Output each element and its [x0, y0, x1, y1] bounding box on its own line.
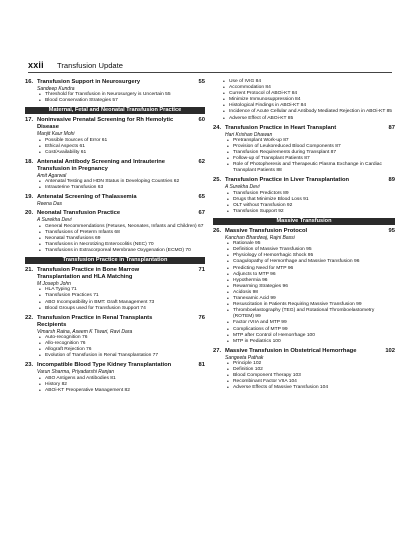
toc-subitem: • Tranexamic Acid 99	[227, 296, 395, 302]
toc-subitem: • Transfusions in Necrotizing Enterocolitis (NEC) 70	[39, 242, 205, 248]
chapter-author: Varun Sharma, Priyadarshi Ranjan	[37, 369, 115, 376]
toc-entry	[25, 117, 205, 155]
chapter-page: 62	[198, 158, 205, 165]
toc-subitem: • Neonatal Transfusions 69	[39, 236, 205, 242]
chapter-page: 60	[198, 117, 205, 124]
toc-subitem: • Acidosis 98	[227, 290, 395, 296]
chapter-page: 71	[198, 267, 205, 274]
toc-subitem: • Allograft Rejection 76	[39, 347, 205, 353]
chapter-number: 23.	[25, 362, 34, 369]
subitem-list	[39, 179, 205, 191]
toc-subitem: • Blood Groups used for Transfusion Support 74	[39, 306, 205, 312]
toc-subitem: • Current Protocol of ABOi-KT 84	[223, 91, 395, 97]
toc-subitem: • Predicting Need for MTP 96	[227, 266, 395, 272]
chapter-number: 19.	[25, 194, 34, 201]
chapter-page: 89	[388, 177, 395, 184]
subitem-list	[39, 138, 205, 156]
chapter-title-row	[213, 125, 395, 132]
chapter-title: Antenatal Screening of Thalassemia	[37, 194, 137, 201]
toc-subitem: • Transfusion Practices 71	[39, 293, 205, 299]
chapter-title: Transfusion Practice in Liver Transplantation	[225, 177, 350, 184]
toc-subitem: • Transfusions of Preterm Infants 68	[39, 230, 205, 236]
toc-subitem: • Definition 102	[227, 367, 395, 373]
toc-subitem: • Role of Photopheresis and Therapeutic Plasma Exchange in Cardiac Transplant Patients 88	[227, 162, 395, 174]
toc-subitem: • Transfusion Predictors 89	[227, 191, 395, 197]
toc-subitem: • Provision of Leukoreduced Blood Components 87	[227, 144, 395, 150]
toc-entry	[25, 362, 205, 393]
toc-subitem: • Adverse Effect of ABOi-KT 85	[223, 116, 395, 122]
toc-entry	[213, 125, 395, 175]
chapter-number: 26.	[213, 228, 222, 234]
section-band: Transfusion Practice in Transplantation	[25, 257, 205, 264]
header-rule	[28, 72, 392, 73]
toc-entry	[213, 348, 395, 392]
chapter-author: Sandeep Kundra	[37, 86, 75, 92]
chapter-title: Incompatible Blood Type Kidney Transplantation	[37, 362, 172, 369]
subitem-list	[39, 92, 205, 104]
toc-subitem: • Hypothermia 96	[227, 278, 395, 284]
chapter-number: 27.	[213, 347, 222, 354]
chapter-number: 21.	[25, 267, 34, 274]
toc-entry	[213, 228, 395, 345]
toc-subitem: • ABO Incompatibility in BMT: Graft Management 73	[39, 300, 205, 306]
chapter-title-row	[25, 117, 205, 131]
chapter-title-row	[25, 210, 205, 217]
section-band: Massive Transfusion	[213, 218, 395, 225]
toc-entry	[25, 210, 205, 254]
page-header	[28, 60, 392, 74]
toc-subitem: • Rewarming Strategies 96	[227, 284, 395, 290]
chapter-number: 22.	[25, 314, 34, 321]
toc-subitem: • Definition of Massive Transfusion 95	[227, 247, 395, 253]
toc-subitem: • Adjuncts to MTP 96	[227, 272, 395, 278]
toc-subitem: • Incidence of Acute Cellular and Antibody Mediated Rejection in ABOi-KT 85	[223, 109, 395, 115]
toc-entry	[213, 177, 395, 215]
toc-subitem: • Follow-up of Transplant Patients 87	[227, 156, 395, 162]
chapter-page: 81	[198, 362, 205, 369]
chapter-title: Transfusion Support in Neurosurgery	[37, 79, 141, 85]
toc-subitem: • MTP in Pediatrics 100	[227, 339, 395, 345]
section-band: Maternal, Fetal and Neonatal Transfusion Practice	[25, 107, 205, 114]
chapter-number: 18.	[25, 158, 34, 165]
toc-subitem: • ABO Antigens and Antibodies 81	[39, 376, 205, 382]
chapter-title: Neonatal Transfusion Practice	[37, 210, 121, 217]
toc-subitem: • ABOi-KT Preoperative Management 82	[39, 388, 205, 394]
chapter-title: Massive Transfusion in Obstetrical Hemorrhage	[225, 347, 357, 354]
toc-subitem: • Coagulopathy of Hemorrhage and Massive Transfusion 96	[227, 259, 395, 265]
toc-subitem: • Principle 102	[227, 361, 395, 367]
subitem-list	[39, 335, 205, 359]
chapter-title-row	[25, 362, 205, 369]
chapter-title: Noninvasive Prenatal Screening for Rh Hemolytic Disease	[37, 117, 174, 131]
chapter-title-row	[213, 228, 395, 235]
toc-subitem: • Transfusions in Extracorporeal Membrane Oxygenation (ECMO) 70	[39, 248, 205, 254]
chapter-number: 25.	[213, 177, 222, 184]
subitem-list	[227, 361, 395, 391]
chapter-title: Antenatal Antibody Screening and Intrauterine Transfusion in Pregnancy	[37, 158, 165, 172]
running-title: Transfusion Update	[57, 61, 123, 70]
toc-subitem: • Auto-recognition 76	[39, 335, 205, 341]
chapter-author: Hari Krishan Dhawan	[225, 131, 273, 138]
toc-entry	[25, 194, 205, 207]
toc-subitem: • Use of IVIG 84	[223, 79, 395, 85]
toc-subitem: • Ethical Aspects 61	[39, 144, 205, 150]
toc-subitem: • Blood Conservation Strategies 57	[39, 98, 205, 104]
toc-subitem: • Evolution of Transfusion in Renal Transplantation 77	[39, 353, 205, 359]
toc-subitem: • Factor rVIIA and MTP 99	[227, 320, 395, 326]
toc-subitem: • Accommodation 84	[223, 85, 395, 91]
chapter-author: Kanchan Bhardwaj, Rajni Bassi	[225, 235, 295, 241]
toc-subitem: • Possible Sources of Error 61	[39, 138, 205, 144]
page-number: xxii	[28, 60, 44, 70]
chapter-title-row	[25, 159, 205, 173]
chapter-title: Transfusion Practice in Bone Marrow Transplantation and HLA Matching	[37, 267, 140, 281]
toc-subitem: • Complications of MTP 99	[227, 327, 395, 333]
chapter-author: Reena Das	[37, 201, 63, 208]
subitem-list	[39, 376, 205, 394]
chapter-title: Massive Transfusion Protocol	[225, 228, 308, 234]
chapter-page: 67	[198, 210, 205, 217]
chapter-author: Sangeeta Pathak	[225, 354, 264, 361]
chapter-number: 16.	[25, 79, 34, 85]
toc-subitem: • Antenatal Testing and HDN Status in Developing Countries 62	[39, 179, 205, 185]
subitem-list	[227, 241, 395, 345]
toc-entry	[25, 267, 205, 312]
chapter-title-row	[25, 315, 205, 329]
right-column	[213, 79, 395, 394]
chapter-author: Vimarsh Raina, Aseem K Tiwari, Ravi Dara	[37, 328, 133, 335]
toc-subitem: • Allo-recognition 76	[39, 341, 205, 347]
toc-entry	[25, 315, 205, 360]
subitem-list	[227, 138, 395, 175]
chapter-page: 76	[198, 314, 205, 321]
toc-subitem: • Transfusion Support 92	[227, 209, 395, 215]
toc-subitem: • Adverse Effects of Massive Transfusion 104	[227, 385, 395, 391]
toc-subitem: • History 82	[39, 382, 205, 388]
toc-subitem: • MTP after Control of Hemorrhage 100	[227, 333, 395, 339]
toc-subitem: • General Recommendations (Fetuses, Neonates, Infants and Children) 67	[39, 224, 205, 230]
chapter-author: A Surekha Devi	[225, 184, 260, 191]
toc-entry	[25, 79, 205, 104]
left-column	[25, 79, 205, 397]
chapter-author: Manjit Kaur Mohi	[37, 131, 75, 138]
toc-subitem: • Intrauterine Transfusion 63	[39, 185, 205, 191]
chapter-page: 55	[198, 79, 205, 85]
chapter-title-row	[25, 267, 205, 281]
toc-subitem: • HLA Typing 71	[39, 287, 205, 293]
toc-subitem: • Recombinant Factor VIIA 104	[227, 379, 395, 385]
toc-subitem: • OLT without Transfusion 92	[227, 203, 395, 209]
chapter-page: 87	[388, 124, 395, 131]
subitem-list	[39, 224, 205, 254]
chapter-title-row	[25, 194, 205, 201]
subitem-list	[39, 287, 205, 311]
toc-entry	[25, 159, 205, 191]
chapter-author: Amit Agarwal	[37, 172, 67, 179]
chapter-title: Transfusion Practice in Heart Transplant	[225, 124, 337, 131]
toc-subitem: • Drugs that Minimize Blood Loss 91	[227, 197, 395, 203]
chapter-page: 95	[388, 228, 395, 234]
chapter-title-row	[25, 79, 205, 86]
chapter-title: Transfusion Practice in Renal Transplants Recipients	[37, 314, 153, 328]
chapter-number: 24.	[213, 124, 222, 131]
toc-entry-continued	[213, 79, 395, 122]
chapter-title-row	[213, 177, 395, 184]
toc-subitem: • Threshold for Transfusion in Neurosurgery is Uncertain 55	[39, 92, 205, 98]
chapter-number: 17.	[25, 117, 34, 124]
toc-subitem: • Rationale 95	[227, 241, 395, 247]
toc-subitem: • Resuscitation in Patients Requiring Massive Transfusion 99	[227, 302, 395, 308]
toc-subitem: • Thromboelastography (TEG) and Rotational Thromboelastometry (ROTEM) 99	[227, 308, 395, 320]
chapter-title-row	[213, 348, 395, 355]
toc-subitem: • Physiology of Hemorrhagic Shock 95	[227, 253, 395, 259]
toc-subitem: • Minimize Immunosuppression 84	[223, 97, 395, 103]
toc-subitem: • Histological Findings in ABOi-KT 84	[223, 103, 395, 109]
subitem-list	[227, 191, 395, 215]
continued-list	[223, 79, 395, 122]
toc-subitem: • Blood Component Therapy 103	[227, 373, 395, 379]
toc-subitem: • Cost/Availability 61	[39, 150, 205, 156]
chapter-author: A Surekha Devi	[37, 217, 72, 224]
chapter-author: M Joseph John	[37, 281, 71, 288]
chapter-page: 102	[385, 347, 395, 354]
toc-subitem: • Pretransplant Work-up 87	[227, 138, 395, 144]
chapter-page: 65	[198, 194, 205, 201]
chapter-number: 20.	[25, 210, 34, 217]
toc-subitem: • Transfusion Requirements during Transplant 87	[227, 150, 395, 156]
